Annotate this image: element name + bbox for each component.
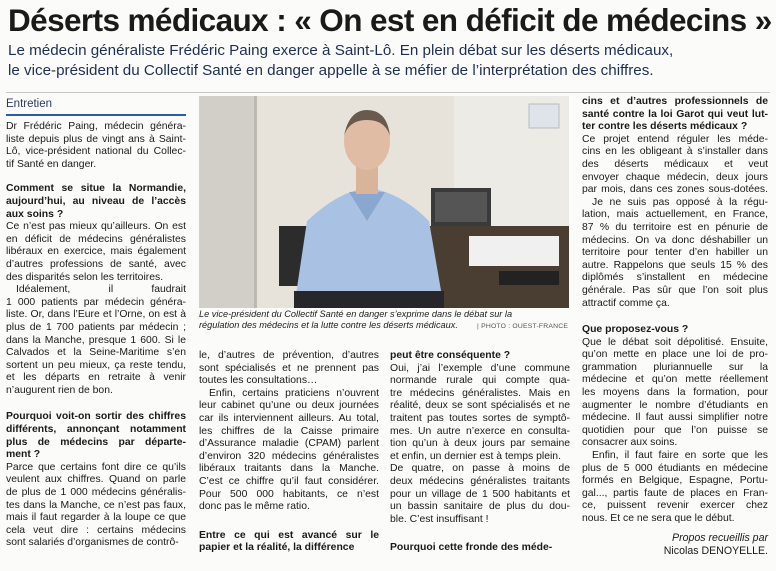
answer-line: Je ne suis pas opposé à la régu- <box>592 196 768 208</box>
paragraph-gap <box>582 310 768 324</box>
paragraph-gap <box>199 514 379 530</box>
answer-line: d’autres professions de santé, avec <box>6 258 186 270</box>
answer-line: des disparités selon les territoires. <box>6 271 164 283</box>
answer-line: 1 000 patients par médecin généra- <box>6 296 186 308</box>
column-3 <box>390 350 570 555</box>
intro-line: tif Santé en danger. <box>6 158 97 170</box>
answer-line: gal..., partis faute de places en Fran- <box>582 487 768 499</box>
question-line: plus de médecins par départe- <box>6 436 186 448</box>
standfirst <box>8 41 772 81</box>
intro-line: Dr Frédéric Paing, médecin généra- <box>6 121 186 132</box>
answer-line: pour un village de 1 500 habitants et <box>390 488 570 500</box>
answer-line: donc pas le même ratio. <box>199 501 310 513</box>
question-line: ment ? <box>6 449 41 461</box>
answer-line: Calvados et la Seine-Maritime s’en <box>6 347 186 359</box>
rubric-underline <box>6 114 186 116</box>
answer-line: normande rurale qui compte qua- <box>390 375 570 387</box>
question-line: différents, annonçant notamment <box>6 424 186 436</box>
byline-intro: Propos recueillis par <box>672 532 768 544</box>
answer-line: ce, puissent revenir exercer chez <box>582 500 768 512</box>
question-line: cins et d’autres professionnels de <box>582 96 768 107</box>
answer-line: attractif comme ça. <box>582 297 670 309</box>
answer-line: traitent pas toutes sortes de symptô- <box>390 412 570 424</box>
answer-line: C’est ce chiffre qu’il faut considérer. <box>199 475 379 487</box>
answer-line: et enfin, un dernier est à temps plein. <box>390 450 561 462</box>
answer-line: sont salariés d’organismes de contrô- <box>6 537 179 549</box>
answer-line: Que le débat soit dépolitisé. Ensuite, <box>582 336 768 348</box>
byline <box>664 532 768 558</box>
answer-line: quotidien pour que l’on puisse se <box>582 424 768 436</box>
doctor-portrait-image <box>199 96 569 308</box>
answer-line: formés en Belgique, Espagne, Portu- <box>582 475 768 487</box>
answer-line: sortent un peu mieux, ça reste tendu, <box>6 359 186 371</box>
answer-line: leur cabinet qu’une ou deux journées <box>199 400 379 412</box>
rubric-label: Entretien <box>6 98 53 110</box>
answer-line: veulent aux chiffres. Quand on parle <box>6 474 186 486</box>
answer-line: générale. Pas sûr que l’on soit plus <box>582 284 768 296</box>
answer-line: un bassin sanitaire de plus du dou- <box>390 501 570 513</box>
answer-line: Oui, j’ai l’exemple d’une commune <box>390 362 570 374</box>
interview-photo <box>199 96 569 308</box>
answer-line: tion qu’un à deux jours par semaine <box>390 438 570 450</box>
answer-line: et les départs en retraite à venir <box>6 372 186 384</box>
answer-line: Parce que certains font dire ce qu’ils <box>6 461 186 473</box>
intro-line: Lô, vice-président national du Collec- <box>6 146 186 158</box>
answer-line: deux médecins généralistes traitants <box>390 475 570 487</box>
answer-line: autre. Rappelons que seuls 15 % des <box>582 259 768 271</box>
standfirst-line: le vice-président du Collectif Santé en danger appelle à se méfier de l’interprétation des chiffres. <box>8 62 654 79</box>
question-line: ter contre les déserts médicaux ? <box>582 121 748 133</box>
photo-caption <box>199 309 571 332</box>
answer-line: toutes les consultations… <box>199 375 318 387</box>
column-1 <box>6 121 186 550</box>
answer-line: n’augurent rien de bon. <box>6 384 113 396</box>
answer-line: ble. C’est insuffisant ! <box>390 513 489 525</box>
question-line: Pourquoi cette fronde des méde- <box>390 542 553 554</box>
answer-line: liste. Or, dans l’Eure et l’Orne, on est à <box>6 309 186 321</box>
column-4 <box>582 96 768 526</box>
caption-line <box>199 320 571 332</box>
answer-line: d’Assurance maladie (CPAM) parlent <box>199 438 379 450</box>
intro-line: liste depuis plus de vingt ans à Saint- <box>6 133 186 145</box>
question-line: Que proposez-vous ? <box>582 324 689 336</box>
question-line: aux soins ? <box>6 208 64 220</box>
answer-line: médecine. Il faut aussi simplifier notre <box>582 412 768 424</box>
answer-line: mais il faut regarder à la loupe ce que <box>6 512 186 524</box>
question-line: santé contre la loi Garot qui veut lut- <box>582 108 768 120</box>
answer-line: sont spécialisés et ne prennent pas <box>199 362 379 374</box>
standfirst-line: Le médecin généraliste Frédéric Paing exerce à Saint-Lô. En plein débat sur les déserts médicaux, <box>8 42 674 59</box>
answer-line: qu’on mette en place une loi de pro- <box>582 349 768 361</box>
answer-line: 87 % du territoire est en pénurie de <box>582 221 768 233</box>
answer-line: médecine et qu’on mette réellement <box>582 374 768 386</box>
answer-line: car ils interviennent ailleurs. Au total, <box>199 412 379 424</box>
answer-line: cins en les obligeant à s’installer dans <box>582 146 768 158</box>
answer-line: libéraux en exercice, mais également <box>6 246 186 258</box>
paragraph-gap <box>6 171 186 183</box>
caption-line: Le vice-président du Collectif Santé en danger s’exprime dans le débat sur la <box>199 309 513 319</box>
answer-line: cela veut dire : certains médecins <box>6 524 186 536</box>
answer-line: d’environ 320 médecins généralistes <box>199 450 379 462</box>
answer-line: de plus de 1 000 médecins généralis- <box>6 487 186 499</box>
photo-credit: | PHOTO : OUEST-FRANCE <box>477 323 569 331</box>
answer-line: augmenter le nombre d’étudiants en <box>582 399 768 411</box>
answer-line: Ce projet entend réguler les méde- <box>582 133 768 145</box>
question-line: aujourd’hui, au niveau de l’accès <box>6 195 186 207</box>
answer-line: Enfin, certains praticiens n’ouvrent <box>209 387 379 399</box>
column-2 <box>199 350 379 555</box>
answer-line: diplômés s’installent en médecine <box>582 272 768 284</box>
answer-line: en déficit de médecins généralistes <box>6 233 186 245</box>
byline-author: Nicolas DENOYELLE. <box>663 545 768 557</box>
answer-line: plus de 1 700 patients par médecin ; <box>6 321 186 333</box>
paragraph-gap <box>390 526 570 542</box>
answer-line: le, d’autres de prévention, d’autres <box>199 350 379 361</box>
answer-line: plus de 5 000 étudiants en médecine <box>582 462 768 474</box>
paragraph-gap <box>6 397 186 411</box>
answer-line: dans la Manche, presque 1 600. Si le <box>6 334 186 346</box>
answer-line: des déserts médicaux et veut <box>582 158 768 170</box>
answer-line: nous. Et ce ne sera que le début. <box>582 513 735 524</box>
answer-line: tes dans la Manche, ce n’est pas faux, <box>6 499 186 511</box>
caption-text: régulation des médecins et la lutte contre les déserts médicaux. <box>199 320 458 331</box>
answer-line: territoire pour tenter d’en habiller un <box>582 247 768 259</box>
answer-line: grammation pluriannuelle sur la <box>582 361 768 373</box>
answer-line: les chiffres de la Caisse primaire <box>199 425 379 437</box>
answer-line: consacrer aux soins. <box>582 437 678 449</box>
answer-line: lation, mais actuellement, en France, <box>582 209 768 221</box>
answer-line: mes. Un autre n’exerce en consulta- <box>390 425 570 437</box>
answer-line: les moyens dans la formation, pour <box>582 387 768 399</box>
answer-line: médecins. On va donc déshabiller un <box>582 234 768 246</box>
answer-line: envoyer chaque médecin, deux jours <box>582 171 768 183</box>
divider <box>6 92 770 93</box>
question-line: papier et la réalité, la différence <box>199 542 355 554</box>
question-line: Pourquoi voit-on sortir des chiffres <box>6 411 186 423</box>
answer-line: libéraux traitants dans la Manche. <box>199 463 379 475</box>
answer-line: tre médecins généralistes. Mais en <box>390 387 570 399</box>
answer-line: Idéalement, il faudrait <box>16 284 186 296</box>
answer-line: Enfin, il faut faire en sorte que les <box>592 450 768 462</box>
answer-line: Pour 500 000 habitants, ce n’est <box>199 488 379 500</box>
answer-line: par mois, dans ces zones sous-dotées. <box>582 184 768 196</box>
answer-line: réalité, deux se sont spécialisés et ne <box>390 400 570 412</box>
answer-line: De quatre, on passe à moins de <box>390 463 570 475</box>
question-line: Comment se situe la Normandie, <box>6 183 186 195</box>
headline: Déserts médicaux : « On est en déficit de médecins » <box>8 2 772 38</box>
question-line: Entre ce qui est avancé sur le <box>199 529 379 541</box>
answer-line: Ce n’est pas mieux qu’ailleurs. On est <box>6 221 186 233</box>
question-line: peut être conséquente ? <box>390 350 511 361</box>
